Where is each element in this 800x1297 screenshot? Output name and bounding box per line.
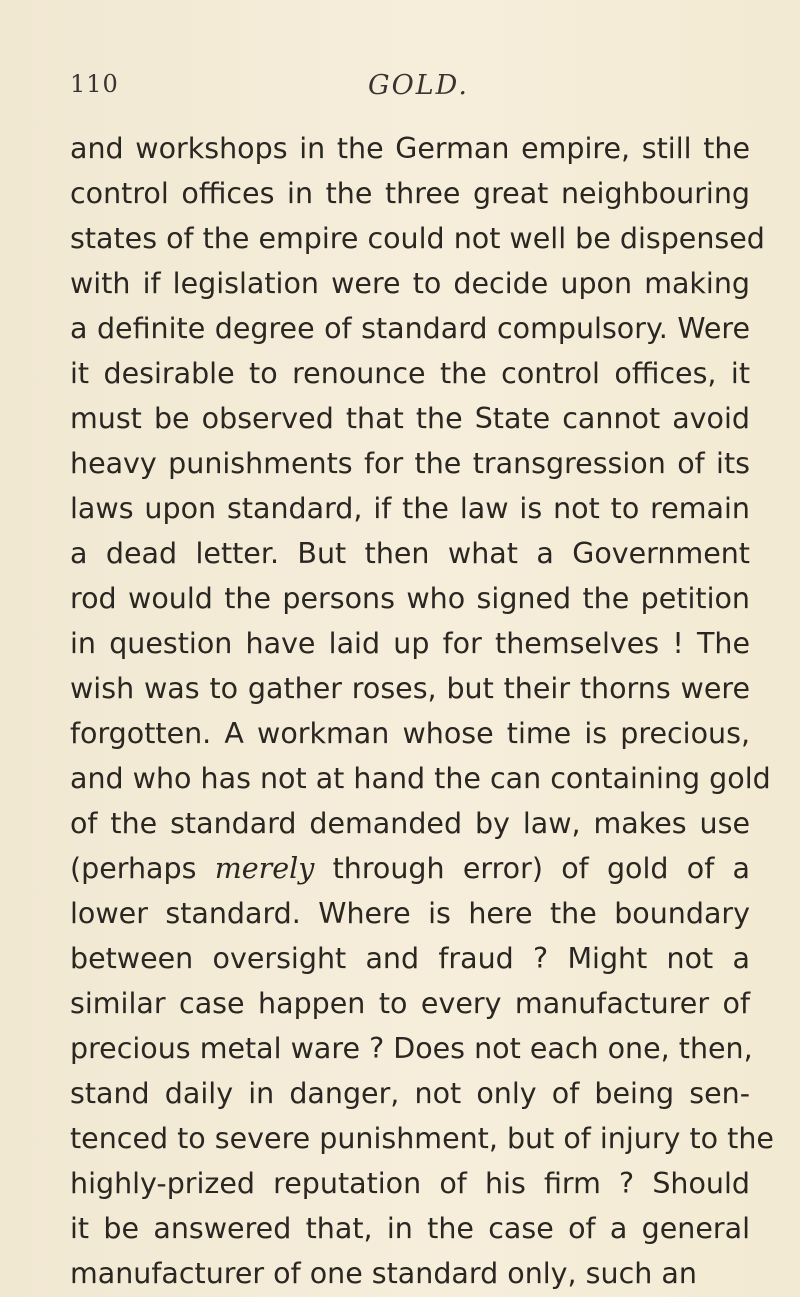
body-text (70, 126, 774, 1296)
text-line: stand daily in danger, not only of being sen- (70, 1077, 750, 1110)
text-line: it desirable to renounce the control offices, it (70, 357, 750, 390)
text-line: heavy punishments for the transgression of its (70, 447, 750, 480)
text-line-with-emphasis (70, 846, 750, 891)
running-title: GOLD. (368, 70, 469, 101)
text-line: between oversight and fraud ? Might not a (70, 942, 750, 975)
text-line: and who has not at hand the can containing gold (70, 762, 771, 795)
line-segment: (perhaps (70, 852, 215, 885)
text-line: precious metal ware ? Does not each one, then, (70, 1032, 753, 1065)
text-line: lower standard. Where is here the boundary (70, 897, 750, 930)
text-line: must be observed that the State cannot avoid (70, 402, 750, 435)
text-line: a dead letter. But then what a Government (70, 537, 750, 570)
emphasized-word: merely (214, 852, 315, 885)
text-line: states of the empire could not well be dispensed (70, 222, 765, 255)
text-line: a definite degree of standard compulsory. Were (70, 312, 750, 345)
text-line: tenced to severe punishment, but of injury to the (70, 1122, 774, 1155)
text-line: control offices in the three great neighbouring (70, 177, 750, 210)
running-head (0, 70, 800, 106)
text-line: with if legislation were to decide upon making (70, 267, 750, 300)
page-number: 110 (70, 70, 119, 98)
text-line: of the standard demanded by law, makes use (70, 807, 750, 840)
text-line: manufacturer of one standard only, such an (70, 1257, 697, 1290)
text-line: similar case happen to every manufacturer of (70, 987, 750, 1020)
text-line: in question have laid up for themselves ! The (70, 627, 750, 660)
text-line: and workshops in the German empire, still the (70, 132, 750, 165)
line-segment: through error) of gold of a (314, 852, 750, 885)
text-line: rod would the persons who signed the petition (70, 582, 750, 615)
text-line: wish was to gather roses, but their thorns were (70, 672, 750, 705)
text-line: forgotten. A workman whose time is precious, (70, 717, 750, 750)
text-line: highly-prized reputation of his firm ? Should (70, 1167, 750, 1200)
text-line: laws upon standard, if the law is not to remain (70, 492, 750, 525)
text-line: it be answered that, in the case of a general (70, 1212, 750, 1245)
